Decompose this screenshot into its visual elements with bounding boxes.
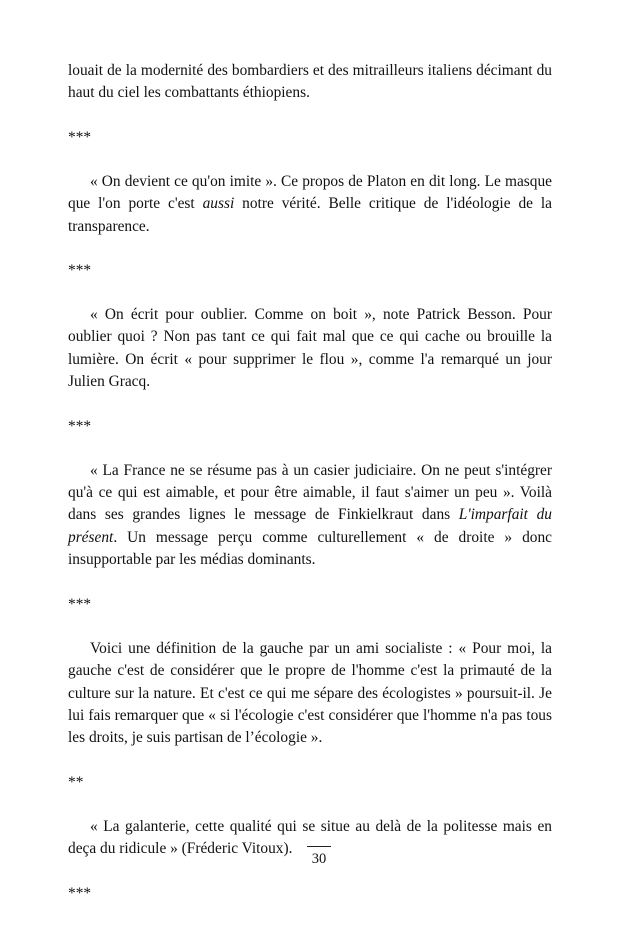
paragraph-text: louait de la modernité des bombardiers et des mitrailleurs italiens décimant du haut du ciel les combattants éthiopiens. <box>68 62 552 102</box>
section-separator: *** <box>68 884 92 902</box>
paragraph-text: Voici une définition de la gauche par un ami socialiste : « Pour moi, la gauche c'est de considérer que le propre de l'homme c'est la primauté de la culture sur la nature. Et c'est ce qui me sépare des écologistes » poursuit-il. Je lui fais remarquer que « si l'écologie c'est considérer que l'homme n'a pas tous les droits, je suis partisan de l’écologie ». <box>68 639 552 747</box>
section-separator: *** <box>68 128 92 146</box>
footer-rule <box>307 846 331 847</box>
paragraph <box>68 638 552 750</box>
paragraph-text: notre vérité. Belle critique de l'idéologie de la transparence. <box>68 195 552 235</box>
section-separator: *** <box>68 417 92 435</box>
paragraph-text: « On devient ce qu'on imite ». Ce propos de Platon en dit long. Le masque que l'on porte c'est <box>68 172 552 213</box>
paragraph-text: « La galanterie, cette qualité qui se situe au delà de la politesse mais en deça du ridicule » (Fréderic Vitoux). <box>68 817 552 858</box>
italic-text: aussi <box>202 195 235 213</box>
paragraph-text: « La France ne se résume pas à un casier judiciaire. On ne peut s'intégrer qu'à ce qui est aimable, et pour être aimable, il faut s'aimer un peu ». Voilà dans ses grandes lignes le message de Finkielkraut dans <box>68 461 552 524</box>
page-footer <box>0 846 638 868</box>
paragraph-text: « On écrit pour oublier. Comme on boit », note Patrick Besson. Pour oublier quoi ? Non pas tant ce qui fait mal que ce qui cache ou brouille la lumière. On écrit « pour supprimer le flou », comme l'a remarqué un jour Julien Gracq. <box>68 306 552 391</box>
paragraph <box>68 304 552 394</box>
page-number: 30 <box>311 851 327 867</box>
page-body <box>68 60 552 927</box>
paragraph <box>68 171 552 238</box>
section-separator: ** <box>68 773 84 791</box>
section-separator: *** <box>68 262 92 280</box>
section-separator: *** <box>68 595 92 613</box>
paragraph-text: . Un message perçu comme culturellement « de droite » donc insupportable par les médias dominants. <box>68 528 552 569</box>
paragraph <box>68 60 552 105</box>
book-title: L'imparfait du présent <box>68 506 552 546</box>
paragraph <box>68 460 552 572</box>
